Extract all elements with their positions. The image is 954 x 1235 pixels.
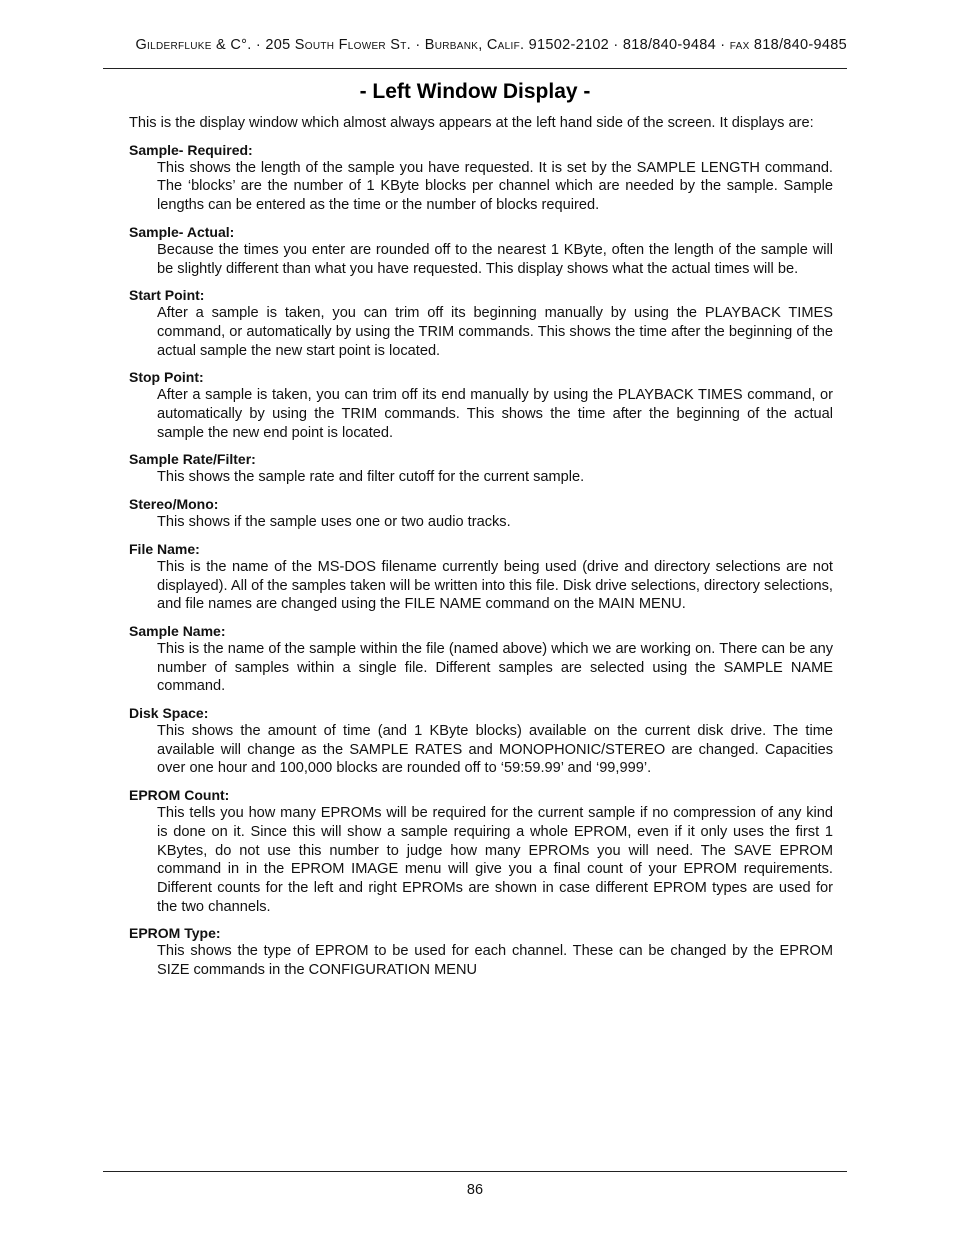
term-sample-actual: Sample- Actual: [129,223,235,240]
intro-paragraph: This is the display window which almost always appears at the left hand side of the screen. It displays are: [129,115,814,131]
desc-disk-space: This shows the amount of time (and 1 KByte blocks) available on the current disk drive. The time available will change as the SAMPLE RATES and MONOPHONIC/STEREO are changed. Capacities over one hour and 100,000 blocks are rounded off to ‘59:59.99’ and ‘99,999’. [157,723,833,777]
term-eprom-count: EPROM Count: [129,787,230,804]
term-disk-space: Disk Space: [129,705,209,722]
header-fax-label: fax [729,37,750,53]
page-header [103,37,847,53]
header-fax: 818/840-9485 [749,37,847,53]
desc-eprom-count: This tells you how many EPROMs will be required for the current sample if no compression of any kind is done on it. Since this will show a sample requiring a whole EPROM, even if it only uses the first 1 KBytes, do not use this number to judge how many EPROMs you will need. The SAVE EPROM command in in the EPROM IMAGE menu will give you a final count of your EPROM requirements. Different counts for the left and right EPROMs are shown in case different EPROM types are used for the two channels. [157,805,833,915]
desc-sample-actual: Because the times you enter are rounded off to the nearest 1 KByte, often the length of the sample will be slightly different than what you have requested. This display shows what the actual times will be. [157,241,833,277]
page-title: - Left Window Display - [359,80,591,103]
header-separator: · [251,37,266,53]
desc-stereo-mono: This shows if the sample uses one or two audio tracks. [157,514,511,531]
header-separator: · [609,37,623,53]
desc-sample-required: This shows the length of the sample you have requested. It is set by the SAMPLE LENGTH command. The ‘blocks’ are the number of 1 KByte blocks per channel which are needed by the sample. Sample lengths can be entered as the time or the number of blocks required. [157,159,833,214]
header-zip: 91502-2102 [524,37,610,53]
header-street-number: 205 [265,37,295,53]
term-sample-name: Sample Name: [129,622,226,639]
term-stereo-mono: Stereo/Mono: [129,496,219,513]
term-eprom-type: EPROM Type: [129,925,221,942]
desc-sample-name: This is the name of the sample within the file (named above) which we are working on. There can be any number of samples within a single file. Different samples are selected using the SAMPLE NAME command. [157,640,833,695]
page-number: 86 [466,1182,484,1198]
term-start-point: Start Point: [129,287,205,304]
desc-file-name: This is the name of the MS-DOS filename currently being used (drive and directory selections are not displayed). All of the samples taken will be written into this file. Disk drive selections, directory selections, and file names are changed using the FILE NAME command on the MAIN MENU. [157,558,833,613]
desc-stop-point: After a sample is taken, you can trim off its end manually by using the PLAYBACK TIMES command, or automatically by using the TRIM commands. This shows the time after the beginning of the actual sample the new end point is located. [157,387,833,441]
header-street: South Flower St. [294,37,411,53]
footer-rule [103,1171,847,1172]
header-rule [103,68,847,69]
term-stop-point: Stop Point: [129,369,204,386]
term-sample-required: Sample- Required: [129,141,253,158]
header-separator: · [410,37,425,53]
header-separator: · [715,37,730,53]
term-file-name: File Name: [129,540,200,557]
desc-start-point: After a sample is taken, you can trim off its beginning manually by using the PLAYBACK TIMES command, or automatically by using the TRIM commands. This shows the time after the beginning of the actual sample the new start point is located. [157,305,833,359]
header-city: Burbank, Calif. [424,37,525,53]
header-company: Gilderfluke & C°. [135,37,252,53]
desc-eprom-type: This shows the type of EPROM to be used for each channel. These can be changed by the EPROM SIZE commands in the CONFIGURATION MENU [157,943,833,979]
desc-sample-rate-filter: This shows the sample rate and filter cutoff for the current sample. [157,469,585,486]
term-sample-rate-filter: Sample Rate/Filter: [129,451,256,468]
page-body [103,114,850,980]
header-phone: 818/840-9484 [622,37,716,53]
